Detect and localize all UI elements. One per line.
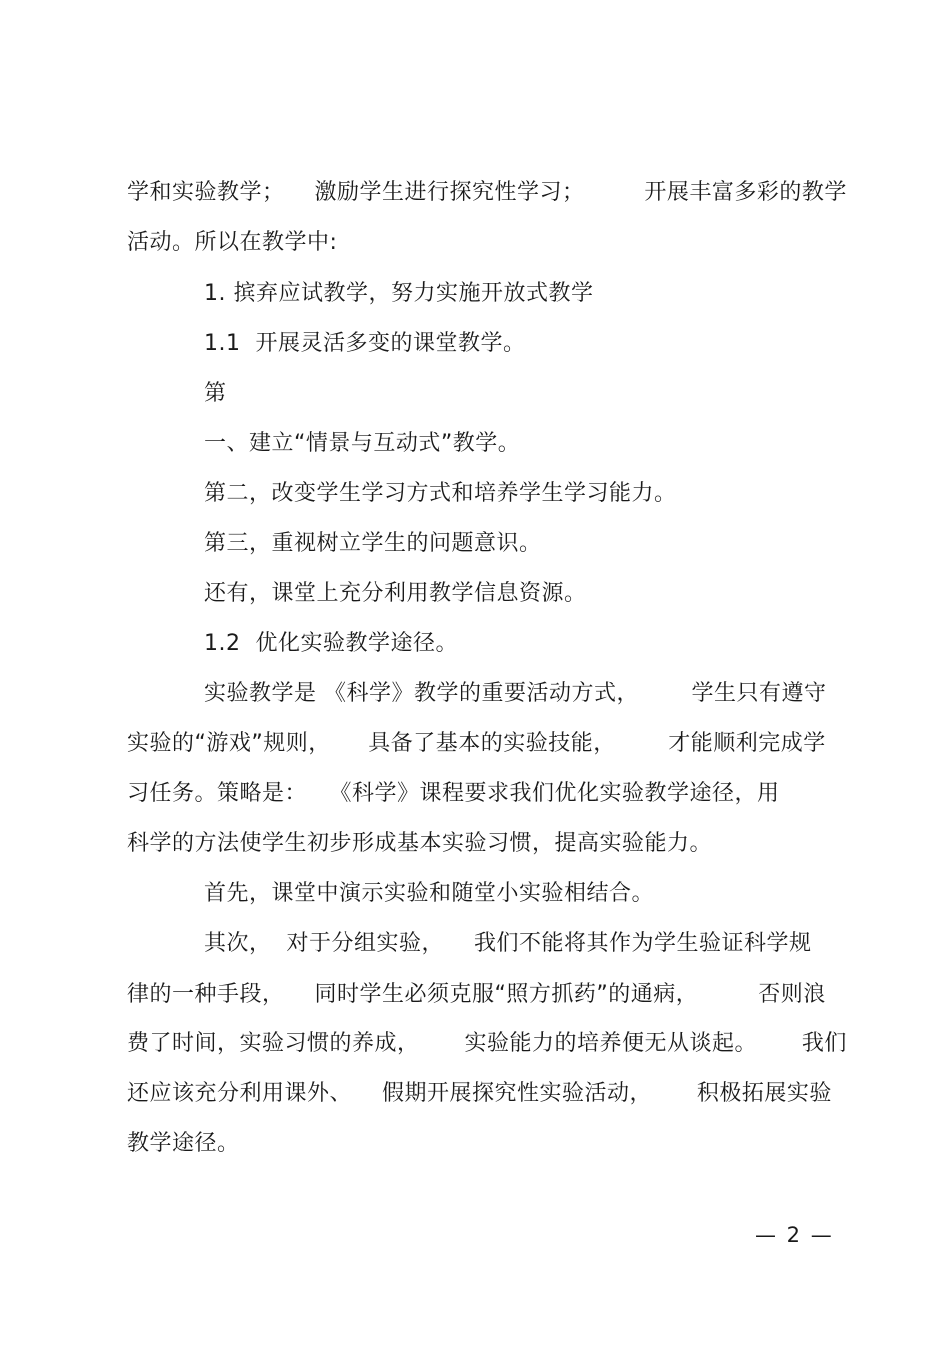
list-item-also: 还有，课堂上充分利用教学信息资源。 xyxy=(204,581,587,606)
heading-1: 1. 摈弃应试教学，努力实施开放式教学 xyxy=(204,281,594,306)
paragraph-line-12: 实验的“游戏”规则， 具备了基本的实验技能， 才能顺利完成学 xyxy=(127,731,826,756)
heading-1-1: 1.1 开展灵活多变的课堂教学。 xyxy=(204,331,526,356)
paragraph-line-17: 律的一种手段， 同时学生必须克服“照方抓药”的通病， 否则浪 xyxy=(127,982,826,1007)
page-number: — 2 — xyxy=(755,1223,834,1247)
list-item-third: 第三，重视树立学生的问题意识。 xyxy=(204,531,542,556)
list-item-first: 一、建立“情景与互动式”教学。 xyxy=(204,431,521,456)
paragraph-line-16: 其次， 对于分组实验， 我们不能将其作为学生验证科学规 xyxy=(204,931,812,956)
list-line-di: 第 xyxy=(204,381,227,406)
paragraph-line-18: 费了时间，实验习惯的养成， 实验能力的培养便无从谈起。 我们 xyxy=(127,1031,847,1056)
paragraph-line-14: 科学的方法使学生初步形成基本实验习惯，提高实验能力。 xyxy=(127,831,713,856)
paragraph-line-11: 实验教学是 《科学》教学的重要活动方式， 学生只有遵守 xyxy=(204,681,827,706)
paragraph-line-13: 习任务。策略是： 《科学》课程要求我们优化实验教学途径，用 xyxy=(127,781,780,806)
paragraph-line-20: 教学途径。 xyxy=(127,1131,240,1156)
paragraph-line-15: 首先，课堂中演示实验和随堂小实验相结合。 xyxy=(204,881,655,906)
paragraph-line-19: 还应该充分利用课外、 假期开展探究性实验活动， 积极拓展实验 xyxy=(127,1081,832,1106)
paragraph-line-2: 活动。所以在教学中: xyxy=(127,230,338,255)
heading-1-2: 1.2 优化实验教学途径。 xyxy=(204,631,458,656)
list-item-second: 第二，改变学生学习方式和培养学生学习能力。 xyxy=(204,481,677,506)
paragraph-line-1: 学和实验教学； 激励学生进行探究性学习； 开展丰富多彩的教学 xyxy=(127,180,847,205)
